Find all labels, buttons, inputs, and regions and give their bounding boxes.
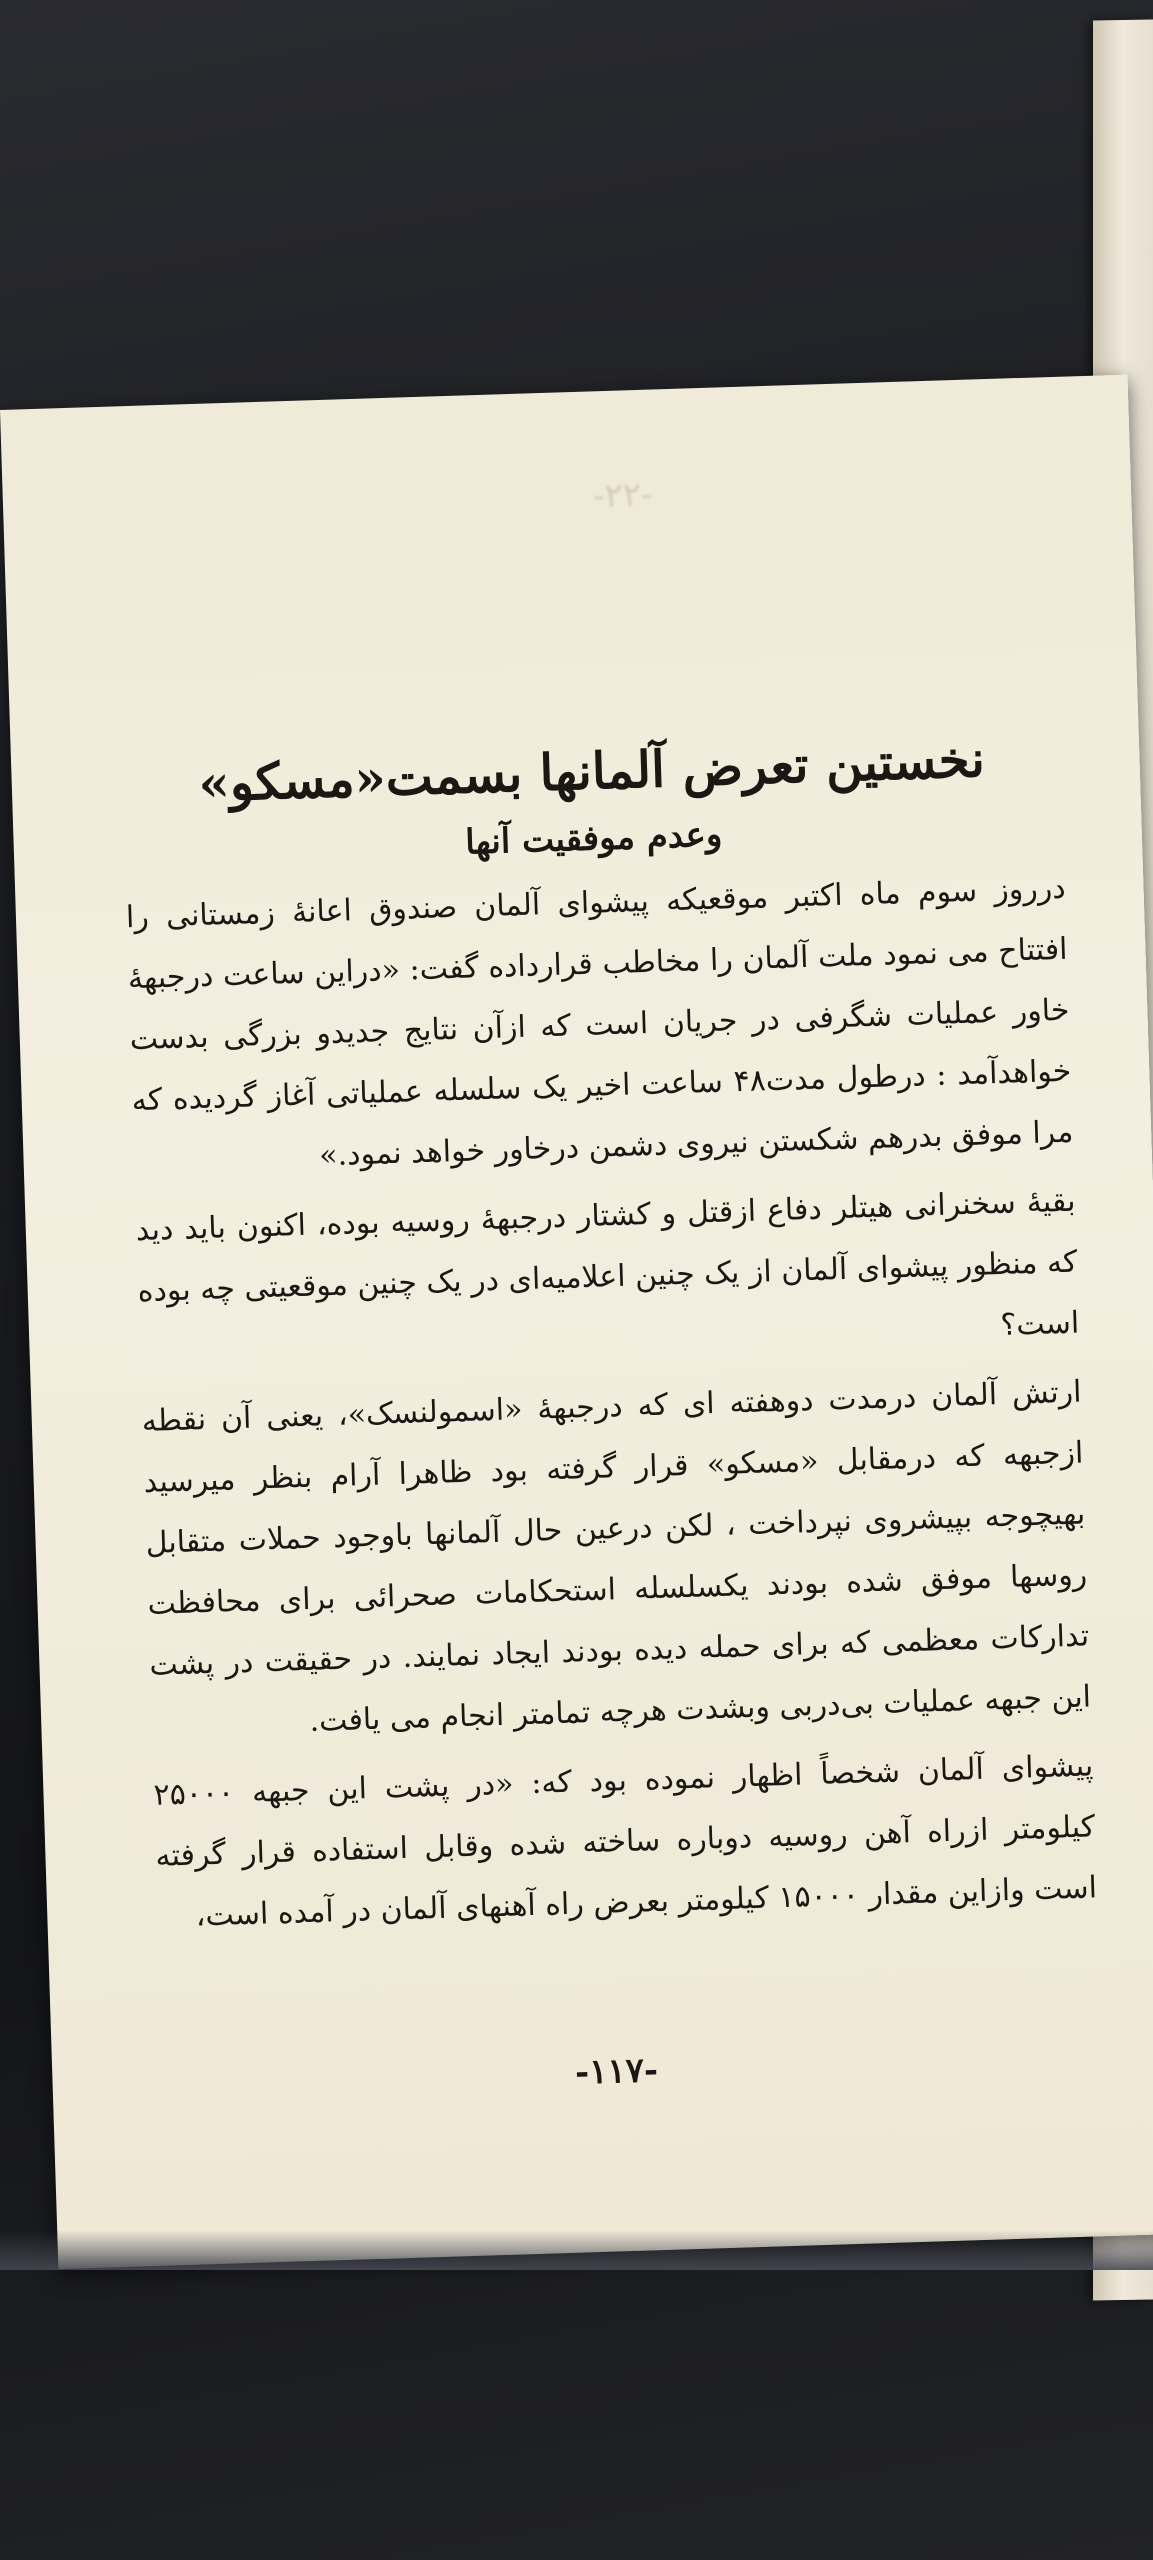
bleed-through-page-number: -۲۲- <box>592 474 654 517</box>
paragraph-1: درروز سوم ماه اکتبر موقعیکه پیشوای آلمان صندوق اعانهٔ زمستانی را افتتاح می نمود ملت آلمان را مخاطب قرارداده گفت: «دراین ساعت درجبههٔ خاور عملیات شگرفی در جریان است که ازآن نتایج جدیدو بزرگی بدست خواهدآمد : درطول مدت۴۸ ساعت اخیر یک سلسله عملیاتی آغاز گردیده که مرا موفق بدرهم شکستن نیروی دشمن درخاور خواهد نمود.» <box>125 870 1074 1174</box>
page-bottom-shadow <box>0 2230 1153 2270</box>
book-page <box>0 375 1153 2270</box>
page-number: -۱۱۷- <box>574 2050 659 2093</box>
paragraph-2: بقیهٔ سخنرانی هیتلر دفاع ازقتل و کشتار درجبههٔ روسیه بوده، اکنون باید دید که منظور پیشوای آلمان از یک چنین اعلامیه‌ای در یک چنین موقعیتی چه بوده است؟ <box>135 1183 1080 1344</box>
chapter-title: نخستین تعرض آلمانها بسمت«مسکو» <box>197 729 986 813</box>
chapter-subtitle: وعدم موفقیت آنها <box>464 814 723 863</box>
paragraph-3: ارتش آلمان درمدت دوهفته ای که درجبههٔ «اسمولنسک»، یعنی آن نقطه ازجبهه که درمقابل «مسکو» قرار گرفته بود ظاهرا آرام بنظر میرسید بهیچوجه بپیشروی نپرداخت ، لکن درعین حال آلمانها باوجود حملات متقابل روسها موفق شده بودند یکسلسله استحکامات صحرائی برای محافظت تدارکات معظمی که برای حمله دیده بودند ایجاد نمایند. در حقیقت در پشت این جبهه عملیات بی‌دربی وبشدت هرچه تمامتر انجام می یافت. <box>141 1374 1092 1739</box>
page-content <box>121 727 1098 1948</box>
paragraph-4: پیشوای آلمان شخصاً اظهار نموده بود که: «در پشت این جبهه ۲۵۰۰۰ کیلومتر ازراه آهن روسیه دوباره ساخته شده وقابل استفاده قرار گرفته است وازاین مقدار ۱۵۰۰۰ کیلومتر بعرض راه آهنهای آلمان در آمده است، <box>153 1748 1098 1934</box>
